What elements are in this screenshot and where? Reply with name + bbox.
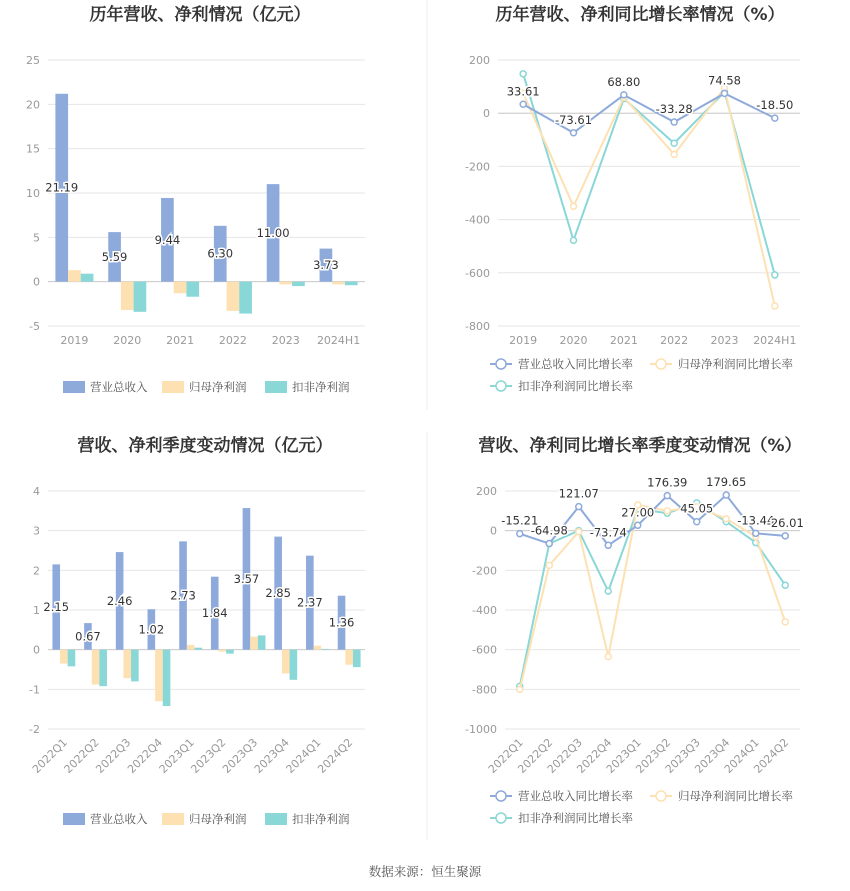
- x-tick-label: 2021: [609, 334, 638, 347]
- annual-revenue-profit-chart: [26, 4, 365, 394]
- bar: [99, 650, 107, 686]
- legend-swatch-marker: [496, 359, 506, 369]
- y-tick-label: -2: [29, 723, 40, 736]
- bar-data-label: 1.84: [201, 606, 228, 621]
- data-point: [772, 115, 778, 121]
- x-tick-label: 2019: [60, 334, 89, 347]
- data-source: 数据来源：恒生聚源: [368, 864, 482, 879]
- legend-label: 营业总收入: [90, 812, 148, 826]
- chart-title: 历年营收、净利情况（亿元）: [89, 5, 311, 25]
- bar-data-label: 2.85: [265, 586, 291, 601]
- data-point: [664, 508, 670, 514]
- legend-swatch-marker: [496, 381, 506, 391]
- data-point: [520, 101, 526, 107]
- x-tick-label: 2023Q2: [633, 735, 674, 776]
- legend-swatch-marker: [496, 813, 506, 823]
- point-data-label: -73.61: [554, 112, 593, 127]
- point-data-label: 176.39: [647, 475, 688, 490]
- legend-label: 营业总收入: [90, 380, 148, 394]
- x-tick-label: 2023Q4: [692, 735, 733, 776]
- data-point: [772, 303, 778, 309]
- point-data-label: -18.50: [756, 98, 794, 113]
- bar: [226, 650, 234, 654]
- point-data-label: -73.74: [589, 525, 627, 540]
- bar: [290, 650, 298, 680]
- legend-swatch: [265, 813, 287, 825]
- legend-swatch: [162, 813, 184, 825]
- data-point: [605, 588, 611, 594]
- x-tick-label: 2021: [166, 334, 195, 347]
- point-data-label: -26.01: [766, 515, 804, 530]
- point-data-label: 121.07: [558, 486, 599, 501]
- x-tick-label: 2022Q4: [574, 735, 615, 776]
- x-tick-label: 2024Q1: [283, 735, 324, 776]
- point-data-label: -33.28: [655, 102, 693, 117]
- y-tick-label: -1: [29, 683, 40, 697]
- data-point: [517, 686, 523, 692]
- legend-label: 归母净利润: [189, 812, 247, 826]
- bar: [194, 648, 202, 650]
- bar-data-label: 21.19: [45, 180, 79, 195]
- data-point: [722, 90, 728, 96]
- quarterly-growth-rate-chart: [465, 435, 804, 825]
- data-point: [753, 530, 759, 536]
- bar: [353, 650, 361, 667]
- bar-data-label: 6.30: [207, 246, 234, 261]
- data-point: [571, 203, 577, 209]
- data-point: [772, 272, 778, 278]
- y-tick-label: 15: [26, 142, 40, 156]
- bar-data-label: 2.15: [43, 600, 70, 615]
- x-tick-label: 2023Q2: [188, 735, 229, 776]
- bar: [81, 274, 94, 282]
- y-tick-label: -5: [29, 320, 40, 333]
- data-point: [671, 119, 677, 125]
- bar: [163, 650, 171, 706]
- y-tick-label: 10: [26, 187, 40, 200]
- bar: [68, 270, 81, 282]
- legend-label: 扣非净利润: [292, 812, 350, 826]
- chart-title: 营收、净利同比增长率季度变动情况（%）: [478, 436, 802, 456]
- legend-swatch: [265, 381, 287, 393]
- x-tick-label: 2022Q1: [485, 735, 526, 776]
- point-data-label: 179.65: [706, 475, 747, 490]
- y-tick-label: -200: [472, 564, 497, 578]
- bar-data-label: 11.00: [256, 225, 290, 240]
- y-tick-label: -200: [465, 160, 490, 174]
- x-tick-label: 2024Q2: [751, 735, 792, 776]
- y-tick-label: 0: [490, 524, 497, 538]
- bar: [250, 637, 258, 650]
- point-data-label: 74.58: [708, 73, 741, 88]
- legend-label: 扣非净利润同比增长率: [518, 379, 633, 393]
- data-point: [571, 237, 577, 243]
- data-point: [782, 533, 788, 539]
- bar: [314, 646, 322, 650]
- legend-swatch-marker: [656, 791, 666, 801]
- x-tick-label: 2023Q1: [603, 735, 644, 776]
- y-tick-label: 0: [33, 275, 40, 289]
- data-point: [723, 516, 729, 522]
- bar: [134, 282, 147, 312]
- x-tick-label: 2023Q1: [156, 735, 197, 776]
- point-data-label: -64.98: [530, 523, 568, 538]
- point-data-label: -13.44: [737, 513, 775, 528]
- y-tick-label: 200: [469, 54, 490, 67]
- series-line: [523, 74, 775, 275]
- data-point: [782, 582, 788, 588]
- bar-data-label: 0.67: [75, 629, 101, 644]
- data-point: [671, 140, 677, 146]
- y-tick-label: 1: [33, 604, 40, 617]
- data-point: [621, 92, 627, 98]
- y-tick-label: -600: [472, 643, 497, 657]
- x-tick-label: 2023: [710, 334, 739, 347]
- data-point: [517, 531, 523, 537]
- x-tick-label: 2022Q1: [29, 735, 70, 776]
- legend-label: 归母净利润同比增长率: [678, 789, 793, 803]
- bar-data-label: 1.36: [328, 615, 355, 630]
- bar: [279, 282, 292, 285]
- y-tick-label: 0: [483, 107, 490, 121]
- bar: [332, 282, 345, 285]
- x-tick-label: 2022Q3: [544, 735, 585, 776]
- x-tick-label: 2024H1: [316, 334, 361, 347]
- y-tick-label: 4: [33, 485, 40, 498]
- x-tick-label: 2024Q1: [721, 735, 762, 776]
- x-tick-label: 2024Q2: [315, 735, 356, 776]
- bar: [131, 650, 139, 682]
- x-tick-label: 2023Q3: [662, 735, 703, 776]
- bar: [92, 650, 100, 685]
- x-tick-label: 2024H1: [753, 334, 797, 347]
- y-tick-label: -400: [465, 213, 490, 227]
- legend-swatch: [63, 381, 85, 393]
- y-tick-label: 2: [33, 564, 40, 578]
- data-point: [635, 522, 641, 528]
- x-tick-label: 2023Q4: [251, 735, 292, 776]
- data-point: [546, 562, 552, 568]
- y-tick-label: -600: [465, 266, 490, 280]
- x-tick-label: 2022Q3: [93, 735, 134, 776]
- y-tick-label: -1000: [465, 723, 497, 736]
- bar: [321, 649, 329, 650]
- x-tick-label: 2022Q4: [125, 735, 166, 776]
- quarterly-revenue-profit-chart: [29, 435, 365, 826]
- x-tick-label: 2019: [509, 334, 538, 347]
- bar: [292, 282, 305, 286]
- y-tick-label: 0: [33, 643, 40, 657]
- legend-label: 扣非净利润: [292, 380, 350, 394]
- bar: [121, 282, 134, 310]
- legend-label: 归母净利润: [189, 380, 247, 394]
- annual-growth-rate-chart: [465, 4, 800, 393]
- bar: [68, 650, 76, 667]
- chart-title: 营收、净利季度变动情况（亿元）: [77, 436, 333, 456]
- point-data-label: 45.05: [680, 501, 714, 516]
- x-tick-label: 2022Q2: [515, 735, 556, 776]
- x-tick-label: 2022: [660, 334, 689, 347]
- legend-swatch-marker: [496, 791, 506, 801]
- point-data-label: -15.21: [501, 513, 539, 528]
- bar: [155, 650, 163, 702]
- bar-data-label: 2.46: [106, 593, 133, 608]
- bar-data-label: 1.02: [138, 622, 165, 637]
- data-point: [723, 492, 729, 498]
- bar-data-label: 3.57: [233, 571, 260, 586]
- data-point: [576, 504, 582, 510]
- bar-data-label: 3.73: [313, 258, 339, 273]
- y-tick-label: 5: [33, 231, 40, 245]
- data-point: [576, 529, 582, 535]
- legend-label: 归母净利润同比增长率: [678, 357, 793, 371]
- legend-swatch: [162, 381, 184, 393]
- x-tick-label: 2022Q2: [61, 735, 102, 776]
- data-point: [520, 71, 526, 77]
- legend-swatch-marker: [656, 359, 666, 369]
- bar: [258, 635, 266, 649]
- x-tick-label: 2020: [113, 334, 142, 347]
- bar: [174, 282, 187, 294]
- x-tick-label: 2022: [218, 334, 247, 347]
- x-tick-label: 2023Q3: [220, 735, 261, 776]
- y-tick-label: -800: [465, 320, 490, 333]
- y-tick-label: 3: [33, 524, 40, 538]
- bar: [282, 650, 290, 674]
- legend-label: 营业总收入同比增长率: [518, 789, 633, 803]
- x-tick-label: 2020: [559, 334, 588, 347]
- data-point: [605, 654, 611, 660]
- data-point: [671, 151, 677, 157]
- legend-label: 扣非净利润同比增长率: [518, 811, 633, 825]
- y-tick-label: 20: [26, 98, 40, 112]
- bar: [219, 650, 227, 652]
- point-data-label: 68.80: [607, 74, 641, 89]
- bar: [60, 650, 68, 664]
- y-tick-label: -800: [472, 683, 497, 697]
- data-point: [664, 493, 670, 499]
- bar: [123, 650, 131, 679]
- bar: [187, 645, 195, 650]
- bar: [239, 282, 252, 314]
- data-point: [694, 519, 700, 525]
- bar: [345, 282, 358, 286]
- data-point: [571, 130, 577, 136]
- y-tick-label: 200: [476, 485, 497, 498]
- data-point: [782, 619, 788, 625]
- bar-data-label: 2.73: [170, 588, 196, 603]
- legend-swatch: [63, 813, 85, 825]
- bar: [227, 282, 240, 311]
- x-tick-label: 2023: [271, 334, 300, 347]
- bar-data-label: 2.37: [297, 595, 323, 610]
- point-data-label: 27.00: [621, 505, 655, 520]
- bar: [186, 282, 199, 297]
- bar-data-label: 5.59: [101, 249, 128, 264]
- bar-data-label: 9.44: [154, 232, 181, 247]
- bar: [345, 650, 353, 665]
- point-data-label: 33.61: [506, 84, 540, 99]
- data-point: [546, 541, 552, 547]
- y-tick-label: -400: [472, 604, 497, 617]
- legend-label: 营业总收入同比增长率: [518, 357, 633, 371]
- chart-title: 历年营收、净利同比增长率情况（%）: [495, 5, 785, 25]
- y-tick-label: 25: [26, 54, 40, 67]
- data-point: [605, 542, 611, 548]
